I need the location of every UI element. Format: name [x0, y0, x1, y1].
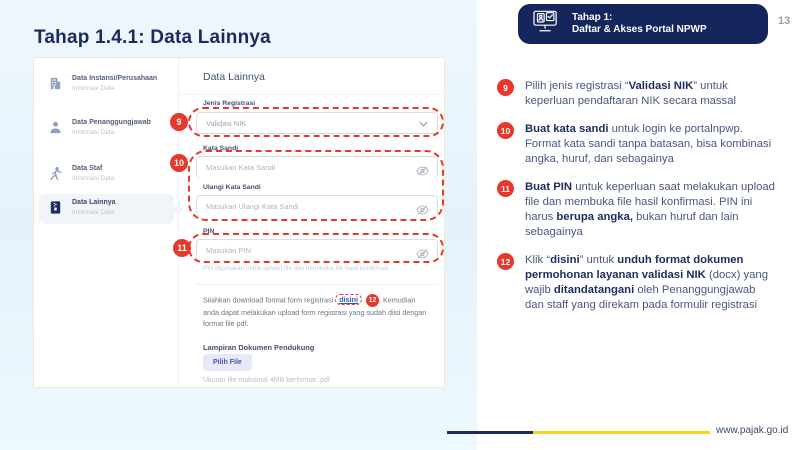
footer-bar-navy	[447, 431, 533, 434]
sidebar-item-sublabel: Informasi Data	[72, 175, 115, 182]
sidebar-item-sublabel: Informasi Data	[72, 129, 115, 136]
pin-label: PIN	[203, 228, 215, 235]
annotation-oval-pin	[188, 233, 444, 263]
note-9-marker: 9	[497, 79, 514, 96]
note-10-text: Buat kata sandi untuk login ke portalnpwp. Format kata sandi tanpa batasan, bisa kombinasi angka, huruf, dan sebagainya	[525, 123, 772, 165]
download-link[interactable]: disini	[335, 294, 362, 305]
sidebar-item-label: Data Instansi/Perusahaan	[72, 75, 158, 82]
form-sidebar	[34, 58, 179, 387]
footer-url: www.pajak.go.id	[716, 425, 789, 436]
running-person-icon	[48, 164, 64, 186]
sidebar-item-sublabel: Informasi Data	[72, 209, 115, 216]
badge-line2: Daftar & Akses Portal NPWP	[572, 24, 707, 35]
sidebar-item-label: Data Penanggungjawab	[72, 119, 151, 126]
download-instruction	[203, 294, 431, 329]
note-9-text: Pilih jenis registrasi “Validasi NIK” untuk keperluan pendaftaran NIK secara massal	[525, 80, 736, 107]
note-9	[497, 79, 787, 109]
note-12	[497, 253, 787, 313]
download-text-before: Silahkan download format form registrasi	[203, 295, 336, 305]
sidebar-item-data-penanggungjawab[interactable]	[39, 114, 174, 144]
marker-9-form: 9	[170, 113, 188, 131]
marker-11-form: 11	[173, 239, 191, 257]
file-size-helper: Ukuran file maksimal 4MB berformat .pdf	[203, 377, 330, 384]
footer-bar-yellow	[533, 431, 710, 434]
annotation-rect-kata-sandi	[188, 150, 444, 221]
note-12-text: Klik “disini” untuk unduh format dokumen permohonan layanan validasi NIK (docx) yang wajib ditandatangani oleh Penanggungjawab dan staff yang direkam pada formulir registrasi	[525, 254, 768, 311]
download-text-after: . Kemudian anda dapat melakukan upload form registrasi yang sudah diisi dengan format file pdf.	[203, 295, 427, 328]
lampiran-label: Lampiran Dokumen Pendukung	[203, 343, 315, 352]
pilih-file-button[interactable]: Pilih File	[203, 354, 252, 371]
chapter-badge	[518, 4, 768, 44]
note-10-marker: 10	[497, 122, 514, 139]
annotation-oval-jenis-registrasi	[188, 107, 444, 137]
building-icon	[48, 74, 64, 96]
ulangi-kata-sandi-label: Ulangi Kata Sandi	[203, 184, 261, 191]
badge-line1: Tahap 1:	[572, 12, 613, 23]
section-divider	[196, 284, 438, 285]
sidebar-item-data-lainnya[interactable]	[39, 194, 174, 224]
marker-10-form: 10	[170, 154, 188, 172]
note-11	[497, 180, 787, 240]
note-10	[497, 122, 787, 167]
jenis-registrasi-label: Jenis Registrasi	[203, 100, 256, 107]
document-zip-icon	[48, 198, 64, 220]
note-11-marker: 11	[497, 180, 514, 197]
page-title: Tahap 1.4.1: Data Lainnya	[34, 27, 271, 48]
sidebar-item-data-staf[interactable]	[39, 160, 174, 190]
note-12-marker: 12	[497, 253, 514, 270]
page-number: 13	[778, 15, 791, 27]
sidebar-item-label: Data Staf	[72, 165, 103, 172]
form-heading: Data Lainnya	[203, 71, 265, 83]
notes-list	[497, 79, 787, 326]
sidebar-item-label: Data Lainnya	[72, 199, 116, 206]
sidebar-item-sublabel: Informasi Data	[72, 85, 115, 92]
marker-12-form: 12	[366, 294, 379, 307]
computer-registration-icon	[532, 9, 560, 39]
note-11-text: Buat PIN untuk keperluan saat melakukan upload file dan membuka file hasil konfirmasi. PIN ini harus berupa angka, bukan huruf dan lain sebagainya	[525, 181, 775, 238]
kata-sandi-label: Kata Sandi	[203, 145, 239, 152]
jenis-registrasi-value: Validasi NIK	[206, 118, 247, 128]
person-icon	[48, 118, 64, 140]
pin-helper-text: PIN digunakan untuk upload file dan membuka file hasil konfirmasi	[203, 265, 389, 272]
heading-divider	[179, 94, 445, 95]
sidebar-item-data-instansi[interactable]	[39, 70, 174, 100]
